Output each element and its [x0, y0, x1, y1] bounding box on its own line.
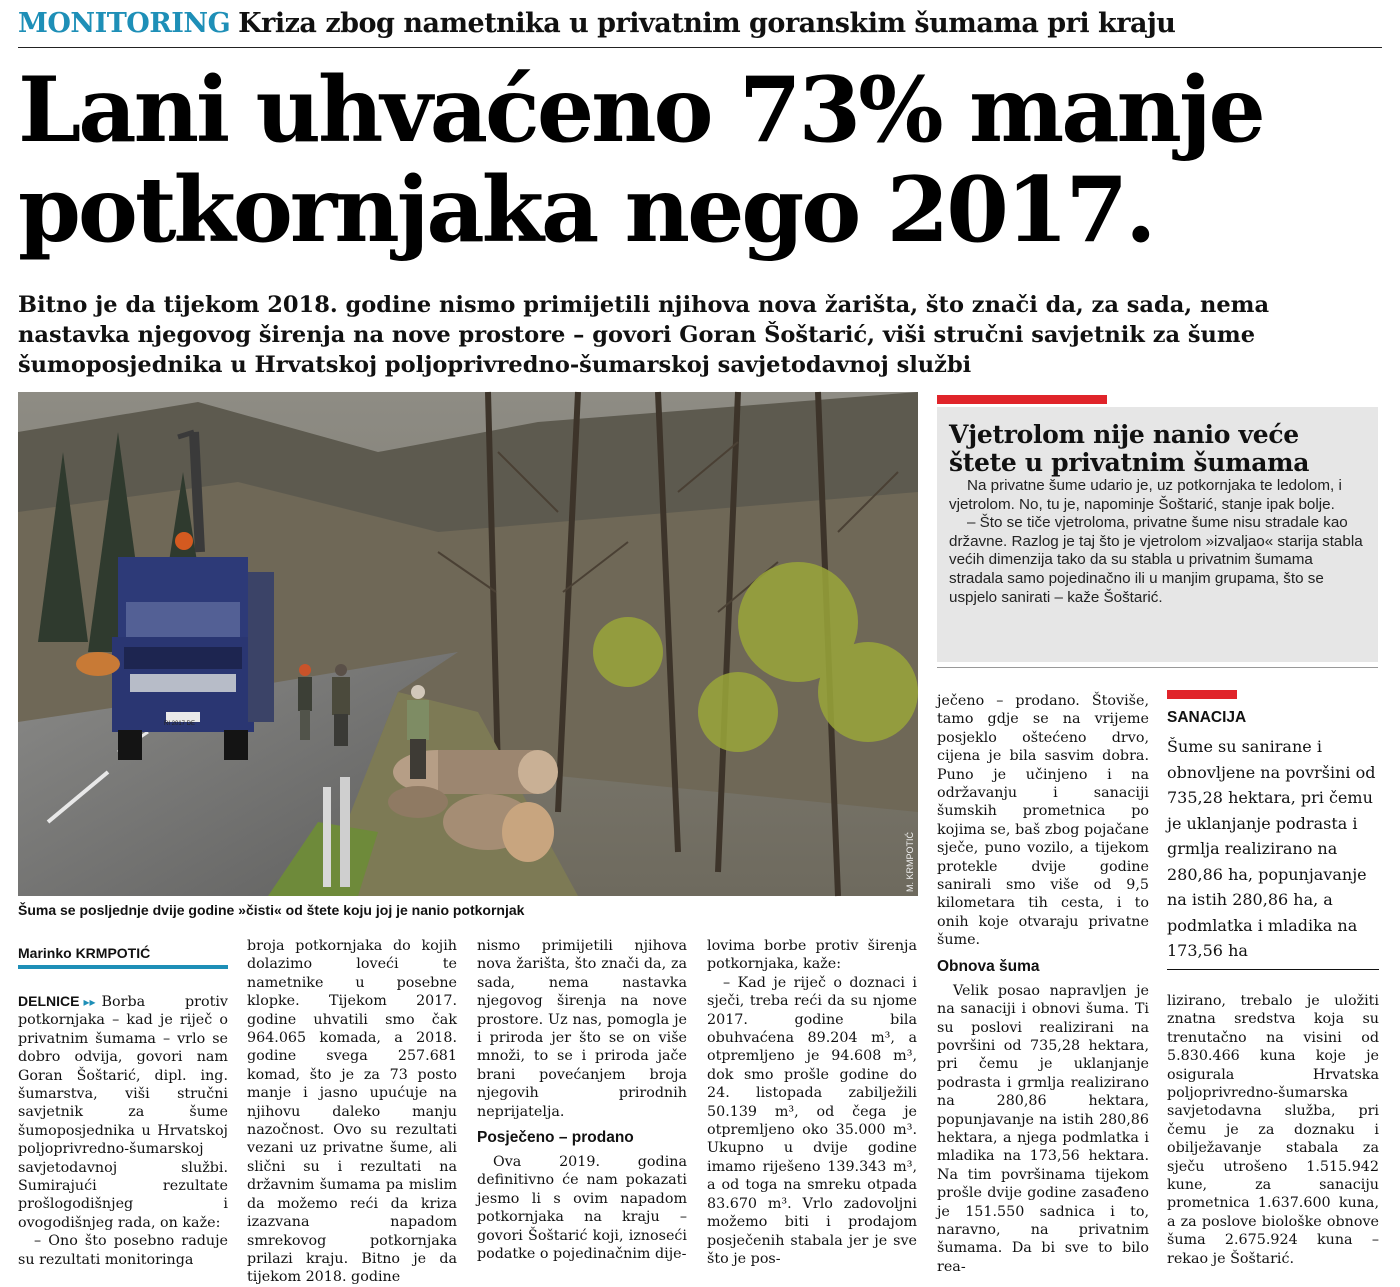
sanacija-accent-bar — [1167, 690, 1237, 699]
column-5-paragraph-1: ječeno – prodano. Štoviše, tamo gdje se na vrijeme posjeklo oštećeno drvo, cijena je bila sasvim dobra. Puno je učinjeno i na održavanju i sanaciji šumskih prometnica po kojima se, baš zbog pojačane sječe, puno vozilo, a tijekom protekle dvije godine sanirali smo više od 9,5 kilometara tih cesta, i to onih koje otvaraju privatne šume. — [937, 693, 1149, 949]
column-5-subheading: Obnova šuma — [937, 957, 1040, 975]
section-label: MONITORING — [18, 8, 231, 39]
article-column-6 — [1167, 992, 1379, 1268]
kicker-subtitle: Kriza zbog nametnika u privatnim goranskim šumama pri kraju — [238, 8, 1176, 39]
article-column-1 — [18, 992, 228, 1269]
article-column-3 — [477, 937, 687, 1264]
column-1-paragraph-1-text: Borba protiv potkornjaka – kad je riječ o privatnim šumama – vrlo se dobro odvija, govori nam Goran Šoštarić, dipl. ing. šumarstva, viši stručni savjetnik za šume šumoposjednika u Hrvatskoj poljoprivredno-šumarskoj savjetodavnoj službi. Sumirajući rezultate prošlogodišnjeg i ovogodišnjeg rada, on kaže: — [18, 994, 228, 1231]
column-1-paragraph-2: – Ono što posebno raduje su rezultati monitoringa — [18, 1233, 228, 1268]
dateline: DELNICE — [18, 993, 80, 1009]
column-4-paragraph-2: – Kad je riječ o doznaci i sječi, treba reći da su njome 2017. godine bila obuhvaćena 89.204 m³, a otpremljeno je 94.608 m³, dok smo prošle godine do 24. listopada zabilježili 50.139 m³, od čega je otpremljeno oko 35.000 m³. Ukupno u dvije godine imamo riješeno 139.343 m³, a od toga na smreku otpada 83.670 m³. Vrlo zadovoljni možemo biti i prodajom posječenih stabala jer je sve što je pos- — [707, 974, 917, 1267]
sidebar-paragraph-1: Na privatne šume udario je, uz potkornjaka te ledolom, i vjetrolom. No, tu je, napominje Šoštarić, stanje ipak bolje. — [949, 477, 1342, 513]
lead-paragraph: Bitno je da tijekom 2018. godine nismo primijetili njihova nova žarišta, što znači da, za sada, nema nastavka njegovog širenja na nove prostore – govori Goran Šoštarić, viši stručni savjetnik za šume šumoposjednika u Hrvatskoj poljoprivredno-šumarskoj savjetodavnoj službi — [18, 292, 1270, 378]
photo-caption: Šuma se posljednje dvije godine »čisti« od štete koju joj je nanio potkornjak — [18, 902, 525, 918]
column-5-paragraph-2: Velik posao napravljen je na sanaciji i obnovi šuma. Ti su poslovi realizirani na površini od 735,28 hektara, pri čemu je uklanjanje podrasta i grmlja realizirano na 280,86 hektara, popunjavanje na istih 280,86 hektara, a njega podmlatka i mladika na 173,56 hektara. Na tim površinama tijekom prošle dvije godine zasađeno je 151.550 sadnica i to, naravno, na privatnim šumama. Da bi sve to bilo rea- — [937, 982, 1149, 1275]
sidebar-accent-bar — [937, 395, 1107, 404]
article-column-5 — [937, 692, 1149, 1276]
sidebar-title: Vjetrolom nije nanio veće štete u privatnim šumama — [949, 420, 1310, 477]
column-3-paragraph-1: nismo primijetili njihova nova žarišta, što znači da, za sada, nema nastavka njegovog širenja na nove prostore. Uz nas, pomogla je i priroda jer što se on više množi, to se i priroda jače brani povećanjem broja njegovih prirodnih neprijatelja. — [477, 938, 687, 1120]
sidebar-divider — [937, 667, 1378, 668]
sanacija-divider — [1167, 969, 1379, 971]
column-3-subheading: Posječeno – prodano — [477, 1129, 634, 1147]
sanacija-label: SANACIJA — [1167, 709, 1247, 726]
sidebar-content — [937, 407, 1378, 662]
article-photo — [18, 392, 918, 896]
byline — [18, 943, 228, 969]
byline-accent-bar — [18, 965, 228, 969]
headline-line-2: potkornjaka nego 2017. — [18, 157, 1154, 263]
truck-plate: RI 2017 DE — [164, 721, 196, 727]
sidebar-paragraph-2: – Što se tiče vjetroloma, privatne šume nisu stradale kao državne. Razlog je taj što je vjetrolom »izvaljao« starija stabla većih dimenzija tako da su stabla u privatnim šumama stradala samo pojedinačno ili u manjim grupama, što se uspjelo sanirati – kaže Šoštarić. — [949, 514, 1363, 606]
sanacija-factbox — [1167, 690, 1379, 970]
sanacija-text: Šume su sanirane i obnovljene na površini od 735,28 hektara, pri čemu je uklanjanje podrasta i grmlja realizirano na 280,86 ha, popunjavanje na istih 280,86 ha, a podmlatka i mladika na 173,56 ha — [1167, 737, 1376, 960]
forest-road-illustration — [18, 392, 918, 896]
headline — [18, 57, 1388, 263]
column-2-paragraph-1: broja potkornjaka do kojih dolazimo loveći te nametnike u posebne klopke. Tijekom 2017. godine uhvatili smo čak 964.065 komada, a 2018. godine svega 257.681 komad, što je za 73 posto manje i jasno upućuje na njihovu daleko manju nazočnost. Ovo su rezultati vezani uz privatne šume, ali slični su i rezultati na državnim šumama pa mislim da možemo reći da kriza izazvana napadom smrekovog potkornjaka prilazi kraju. Bitno je da tijekom 2018. godine — [247, 938, 457, 1286]
column-6-paragraph-1: lizirano, trebalo je uložiti znatna sredstva koja su trenutačno na visini od 5.830.466 kuna koje je osigurala Hrvatska poljoprivredno-šumarska savjetodavna služba, pri čemu je za doznaku i obilježavanje stabala za sječu utrošeno 1.515.942 kune, za sanaciju prometnica 1.637.600 kuna, a za poslove biološke obnove šuma 2.675.924 kuna – rekao je Šoštarić. — [1167, 993, 1379, 1267]
author-name: Marinko KRMPOTIĆ — [18, 945, 151, 961]
column-3-paragraph-2: Ova 2019. godina definitivno će nam pokazati jesmo li s ovim napadom potkornjaka na kraju – govori Šoštarić koji, iznoseći podatke o pojedinačnim dije- — [477, 1154, 687, 1263]
photo-credit: M. KRMPOTIĆ — [905, 832, 915, 892]
sidebar-box — [937, 395, 1382, 670]
kicker — [18, 8, 1382, 48]
column-1-paragraph-1 — [18, 992, 228, 1232]
column-4-paragraph-1: lovima borbe protiv širenja potkornjaka, kaže: — [707, 938, 917, 973]
article-column-4 — [707, 937, 917, 1268]
headline-line-1: Lani uhvaćeno 73% manje — [18, 57, 1263, 163]
article-column-2 — [247, 937, 457, 1287]
dateline-arrow-icon: ▸▸ — [83, 995, 96, 1009]
